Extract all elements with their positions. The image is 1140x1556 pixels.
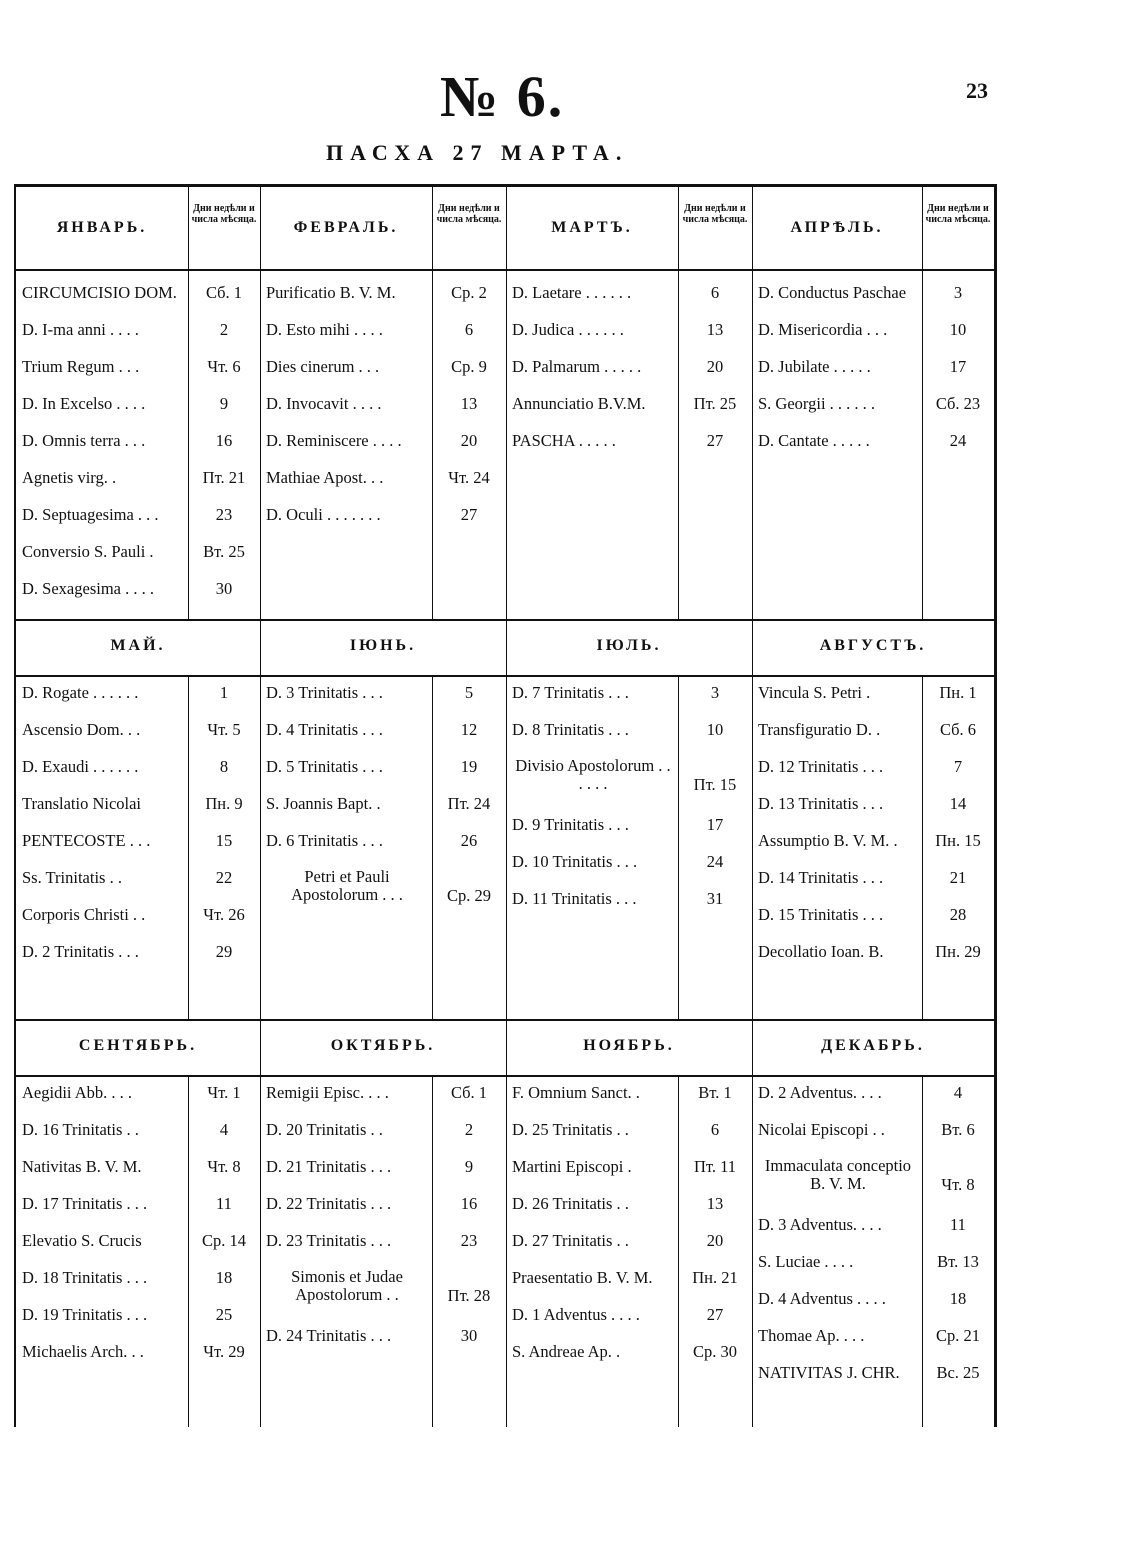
entry-date: Пт. 11 bbox=[693, 1157, 737, 1176]
entry-date: Сб. 1 bbox=[205, 283, 243, 302]
entry-date: 18 bbox=[949, 1289, 967, 1308]
month-name: НОЯБРЬ. bbox=[583, 1037, 675, 1054]
month-block-3 bbox=[506, 187, 752, 619]
day-column-divider bbox=[922, 1075, 923, 1427]
entry-name: Trium Regum . . . bbox=[22, 357, 140, 376]
entry-name: S. Georgii . . . . . . bbox=[758, 394, 876, 413]
entry-date: Пт. 21 bbox=[202, 468, 246, 487]
entry-date: 22 bbox=[215, 868, 233, 887]
entry-name: D. 9 Trinitatis . . . bbox=[512, 815, 629, 834]
entry-name: Immaculata conceptio B. V. M. bbox=[764, 1157, 912, 1193]
entry-name: D. Esto mihi . . . . bbox=[266, 320, 383, 339]
day-column-header: Дни недѣли и числа мѣсяца. bbox=[682, 203, 748, 225]
column-divider bbox=[752, 619, 753, 1019]
day-column-divider bbox=[432, 187, 433, 619]
entry-name: D. 27 Trinitatis . . bbox=[512, 1231, 629, 1250]
entry-name: D. 20 Trinitatis . . bbox=[266, 1120, 383, 1139]
entry-name: Remigii Episc. . . . bbox=[266, 1083, 389, 1102]
entry-date: Ср. 2 bbox=[451, 283, 487, 302]
entry-date: 9 bbox=[464, 1157, 474, 1176]
entry-date: 27 bbox=[706, 1305, 724, 1324]
entry-name: D. 8 Trinitatis . . . bbox=[512, 720, 629, 739]
month-name: IЮНЬ. bbox=[349, 637, 417, 654]
entry-date: 11 bbox=[950, 1215, 966, 1234]
entry-date: Ср. 29 bbox=[446, 886, 491, 905]
entry-date: Вс. 25 bbox=[936, 1363, 980, 1382]
entry-date: Пн. 15 bbox=[935, 831, 981, 850]
entry-date: Вт. 25 bbox=[203, 542, 245, 561]
column-divider bbox=[260, 1019, 261, 1427]
entry-name: NATIVITAS J. CHR. bbox=[758, 1363, 900, 1382]
entry-date: 9 bbox=[219, 394, 229, 413]
entry-date: Пт. 15 bbox=[693, 775, 737, 794]
entry-name: D. Exaudi . . . . . . bbox=[22, 757, 139, 776]
day-column-divider bbox=[432, 1075, 433, 1427]
month-block-8 bbox=[752, 619, 994, 1019]
entry-date: 6 bbox=[464, 320, 474, 339]
day-column-divider bbox=[188, 675, 189, 1019]
entry-date: 13 bbox=[706, 320, 724, 339]
month-name: МАРТЪ. bbox=[551, 219, 633, 236]
month-block-12 bbox=[752, 1019, 994, 1427]
column-divider bbox=[260, 619, 261, 1019]
table-number: № 6. bbox=[440, 64, 565, 129]
entry-date: Сб. 6 bbox=[939, 720, 977, 739]
entry-date: Сб. 1 bbox=[450, 1083, 488, 1102]
entry-name: D. Sexagesima . . . . bbox=[22, 579, 154, 598]
entry-name: Divisio Apostolorum . . . . . . bbox=[515, 757, 671, 793]
entry-name: D. Oculi . . . . . . . bbox=[266, 505, 381, 524]
month-block-10 bbox=[260, 1019, 506, 1427]
entry-date: 30 bbox=[460, 1326, 478, 1345]
month-block-7 bbox=[506, 619, 752, 1019]
entry-date: 30 bbox=[215, 579, 233, 598]
entry-name: D. 21 Trinitatis . . . bbox=[266, 1157, 392, 1176]
entry-name: D. Invocavit . . . . bbox=[266, 394, 382, 413]
entry-name: CIRCUMCISIO DOM. bbox=[22, 283, 177, 302]
entry-name: D. 12 Trinitatis . . . bbox=[758, 757, 884, 776]
entry-date: 23 bbox=[460, 1231, 478, 1250]
entry-name: Michaelis Arch. . . bbox=[22, 1342, 144, 1361]
entry-date: 7 bbox=[953, 757, 963, 776]
entry-name: PENTECOSTE . . . bbox=[22, 831, 151, 850]
entry-name: D. 25 Trinitatis . . bbox=[512, 1120, 629, 1139]
entry-name: D. 6 Trinitatis . . . bbox=[266, 831, 383, 850]
column-divider bbox=[752, 1019, 753, 1427]
entry-name: Simonis et Judae Apostolorum . . bbox=[291, 1268, 403, 1304]
entry-date: 24 bbox=[949, 431, 967, 450]
entry-name: D. Cantate . . . . . bbox=[758, 431, 870, 450]
column-divider bbox=[506, 187, 507, 619]
entry-name: D. Jubilate . . . . . bbox=[758, 357, 871, 376]
entry-name: Annunciatio B.V.M. bbox=[512, 394, 646, 413]
column-divider bbox=[506, 619, 507, 1019]
entry-date: 3 bbox=[710, 683, 720, 702]
entry-name: D. 4 Trinitatis . . . bbox=[266, 720, 383, 739]
entry-date: 25 bbox=[215, 1305, 233, 1324]
entry-name: D. Judica . . . . . . bbox=[512, 320, 624, 339]
entry-date: 18 bbox=[215, 1268, 233, 1287]
day-column-divider bbox=[922, 675, 923, 1019]
entry-name: Vincula S. Petri . bbox=[758, 683, 871, 702]
entry-date: 14 bbox=[949, 794, 967, 813]
month-block-5 bbox=[16, 619, 260, 1019]
day-column-divider bbox=[678, 187, 679, 619]
day-column-divider bbox=[678, 675, 679, 1019]
entry-name: D. 26 Trinitatis . . bbox=[512, 1194, 629, 1213]
month-name: ДЕКАБРЬ. bbox=[821, 1037, 925, 1054]
entry-date: Ср. 14 bbox=[201, 1231, 246, 1250]
entry-name: Thomae Ap. . . . bbox=[758, 1326, 865, 1345]
entry-date: 15 bbox=[215, 831, 233, 850]
entry-name: D. 11 Trinitatis . . . bbox=[512, 889, 637, 908]
entry-name: D. Rogate . . . . . . bbox=[22, 683, 139, 702]
entry-date: 19 bbox=[460, 757, 478, 776]
entry-date: 27 bbox=[706, 431, 724, 450]
month-name: ОКТЯБРЬ. bbox=[330, 1037, 436, 1054]
month-name: МАЙ. bbox=[110, 637, 166, 654]
entry-name: Nicolai Episcopi . . bbox=[758, 1120, 885, 1139]
entry-name: D. 23 Trinitatis . . . bbox=[266, 1231, 392, 1250]
entry-date: 31 bbox=[706, 889, 724, 908]
entry-date: 20 bbox=[460, 431, 478, 450]
entry-name: D. 2 Trinitatis . . . bbox=[22, 942, 139, 961]
day-column-divider bbox=[188, 187, 189, 619]
entry-date: 21 bbox=[949, 868, 967, 887]
entry-name: D. 14 Trinitatis . . . bbox=[758, 868, 884, 887]
entry-name: Dies cinerum . . . bbox=[266, 357, 380, 376]
month-block-9 bbox=[16, 1019, 260, 1427]
entry-name: Ss. Trinitatis . . bbox=[22, 868, 122, 887]
entry-date: Вт. 1 bbox=[698, 1083, 732, 1102]
day-column-header: Дни недѣли и числа мѣсяца. bbox=[925, 203, 991, 225]
entry-name: D. 5 Trinitatis . . . bbox=[266, 757, 383, 776]
entry-date: Вт. 13 bbox=[937, 1252, 979, 1271]
entry-name: Nativitas B. V. M. bbox=[22, 1157, 142, 1176]
entry-name: D. I-ma anni . . . . bbox=[22, 320, 139, 339]
entry-name: D. 1 Adventus . . . . bbox=[512, 1305, 640, 1324]
entry-date: Чт. 1 bbox=[207, 1083, 241, 1102]
entry-name: D. 22 Trinitatis . . . bbox=[266, 1194, 392, 1213]
entry-date: Пт. 24 bbox=[447, 794, 491, 813]
day-column-divider bbox=[432, 675, 433, 1019]
entry-date: Чт. 26 bbox=[203, 905, 245, 924]
entry-date: 3 bbox=[953, 283, 963, 302]
entry-name: D. 3 Adventus. . . . bbox=[758, 1215, 882, 1234]
entry-name: S. Joannis Bapt. . bbox=[266, 794, 381, 813]
month-block-6 bbox=[260, 619, 506, 1019]
day-column-divider bbox=[922, 187, 923, 619]
entry-name: PASCHA . . . . . bbox=[512, 431, 616, 450]
entry-date: Ср. 9 bbox=[451, 357, 487, 376]
entry-name: Translatio Nicolai bbox=[22, 794, 142, 813]
entry-date: 28 bbox=[949, 905, 967, 924]
entry-name: S. Luciae . . . . bbox=[758, 1252, 854, 1271]
entry-date: Чт. 24 bbox=[448, 468, 490, 487]
entry-name: D. 17 Trinitatis . . . bbox=[22, 1194, 148, 1213]
entry-date: Ср. 21 bbox=[935, 1326, 980, 1345]
month-name: ФЕВРАЛЬ. bbox=[293, 219, 399, 236]
entry-date: Чт. 29 bbox=[203, 1342, 245, 1361]
entry-date: Пт. 28 bbox=[447, 1286, 491, 1305]
entry-name: D. 13 Trinitatis . . . bbox=[758, 794, 884, 813]
month-name: АПРѢЛЬ. bbox=[790, 219, 884, 236]
entry-date: Чт. 6 bbox=[207, 357, 241, 376]
entry-name: Aegidii Abb. . . . bbox=[22, 1083, 132, 1102]
day-column-header: Дни недѣли и числа мѣсяца. bbox=[436, 203, 502, 225]
month-name: IЮЛЬ. bbox=[596, 637, 662, 654]
column-divider bbox=[260, 187, 261, 619]
entry-name: Agnetis virg. . bbox=[22, 468, 117, 487]
month-name: ЯНВАРЬ. bbox=[56, 219, 148, 236]
entry-date: 1 bbox=[219, 683, 229, 702]
entry-date: 13 bbox=[706, 1194, 724, 1213]
entry-name: Purificatio B. V. M. bbox=[266, 283, 396, 302]
entry-date: Чт. 5 bbox=[207, 720, 241, 739]
entry-date: 5 bbox=[464, 683, 474, 702]
entry-date: 12 bbox=[460, 720, 478, 739]
entry-name: D. 7 Trinitatis . . . bbox=[512, 683, 629, 702]
entry-date: 16 bbox=[460, 1194, 478, 1213]
entry-name: D. 19 Trinitatis . . . bbox=[22, 1305, 148, 1324]
entry-date: 10 bbox=[706, 720, 724, 739]
entry-name: D. Misericordia . . . bbox=[758, 320, 888, 339]
entry-name: Corporis Christi . . bbox=[22, 905, 146, 924]
day-column-header: Дни недѣли и числа мѣсяца. bbox=[191, 203, 257, 225]
entry-name: D. 4 Adventus . . . . bbox=[758, 1289, 886, 1308]
entry-name: D. 18 Trinitatis . . . bbox=[22, 1268, 148, 1287]
month-block-2 bbox=[260, 187, 506, 619]
entry-date: Пн. 1 bbox=[939, 683, 977, 702]
entry-date: 27 bbox=[460, 505, 478, 524]
entry-date: 6 bbox=[710, 283, 720, 302]
entry-date: 11 bbox=[216, 1194, 232, 1213]
entry-name: D. Conductus Paschae bbox=[758, 283, 907, 302]
entry-date: 24 bbox=[706, 852, 724, 871]
page-number: 23 bbox=[966, 78, 988, 103]
month-name: АВГУСТЪ. bbox=[819, 637, 927, 654]
entry-name: D. Palmarum . . . . . bbox=[512, 357, 642, 376]
entry-date: 20 bbox=[706, 1231, 724, 1250]
entry-date: 29 bbox=[215, 942, 233, 961]
entry-name: D. Omnis terra . . . bbox=[22, 431, 146, 450]
entry-name: Decollatio Ioan. B. bbox=[758, 942, 884, 961]
entry-date: 6 bbox=[710, 1120, 720, 1139]
entry-date: 23 bbox=[215, 505, 233, 524]
entry-name: D. 3 Trinitatis . . . bbox=[266, 683, 383, 702]
column-divider bbox=[506, 1019, 507, 1427]
entry-name: D. Reminiscere . . . . bbox=[266, 431, 402, 450]
entry-date: Чт. 8 bbox=[941, 1175, 975, 1194]
entry-name: Transfiguratio D. . bbox=[758, 720, 881, 739]
day-column-divider bbox=[188, 1075, 189, 1427]
entry-name: D. 16 Trinitatis . . bbox=[22, 1120, 139, 1139]
entry-name: F. Omnium Sanct. . bbox=[512, 1083, 640, 1102]
entry-name: Conversio S. Pauli . bbox=[22, 542, 154, 561]
month-block-11 bbox=[506, 1019, 752, 1427]
entry-date: Чт. 8 bbox=[207, 1157, 241, 1176]
entry-date: Пн. 21 bbox=[692, 1268, 738, 1287]
entry-name: D. 24 Trinitatis . . . bbox=[266, 1326, 392, 1345]
entry-date: 4 bbox=[219, 1120, 229, 1139]
entry-date: 17 bbox=[949, 357, 967, 376]
column-divider bbox=[752, 187, 753, 619]
entry-name: D. Septuagesima . . . bbox=[22, 505, 159, 524]
entry-date: 10 bbox=[949, 320, 967, 339]
entry-date: Пт. 25 bbox=[693, 394, 737, 413]
entry-name: Assumptio B. V. M. . bbox=[758, 831, 898, 850]
entry-date: 13 bbox=[460, 394, 478, 413]
entry-date: Пн. 9 bbox=[205, 794, 243, 813]
day-column-divider bbox=[678, 1075, 679, 1427]
month-name: СЕНТЯБРЬ. bbox=[78, 1037, 198, 1054]
entry-date: 20 bbox=[706, 357, 724, 376]
entry-name: Mathiae Apost. . . bbox=[266, 468, 384, 487]
entry-date: Вт. 6 bbox=[941, 1120, 975, 1139]
entry-date: 2 bbox=[219, 320, 229, 339]
entry-name: Martini Episcopi . bbox=[512, 1157, 632, 1176]
entry-date: 17 bbox=[706, 815, 724, 834]
entry-date: 2 bbox=[464, 1120, 474, 1139]
entry-name: D. Laetare . . . . . . bbox=[512, 283, 632, 302]
entry-date: Ср. 30 bbox=[692, 1342, 737, 1361]
entry-name: D. 10 Trinitatis . . . bbox=[512, 852, 638, 871]
entry-name: Elevatio S. Crucis bbox=[22, 1231, 142, 1250]
month-block-1 bbox=[16, 187, 260, 619]
entry-name: Petri et Pauli Apostolorum . . . bbox=[291, 868, 403, 904]
entry-name: D. 2 Adventus. . . . bbox=[758, 1083, 882, 1102]
entry-name: S. Andreae Ap. . bbox=[512, 1342, 621, 1361]
entry-name: D. In Excelso . . . . bbox=[22, 394, 146, 413]
page-title: ПАСХА 27 МАРТА. bbox=[326, 140, 629, 165]
entry-date: Пн. 29 bbox=[935, 942, 981, 961]
entry-name: D. 15 Trinitatis . . . bbox=[758, 905, 884, 924]
calendar-table bbox=[14, 184, 997, 1427]
entry-name: Ascensio Dom. . . bbox=[22, 720, 141, 739]
entry-name: Praesentatio B. V. M. bbox=[512, 1268, 653, 1287]
entry-date: 8 bbox=[219, 757, 229, 776]
entry-date: 16 bbox=[215, 431, 233, 450]
entry-date: Сб. 23 bbox=[935, 394, 981, 413]
entry-date: 4 bbox=[953, 1083, 963, 1102]
entry-date: 26 bbox=[460, 831, 478, 850]
month-block-4 bbox=[752, 187, 994, 619]
